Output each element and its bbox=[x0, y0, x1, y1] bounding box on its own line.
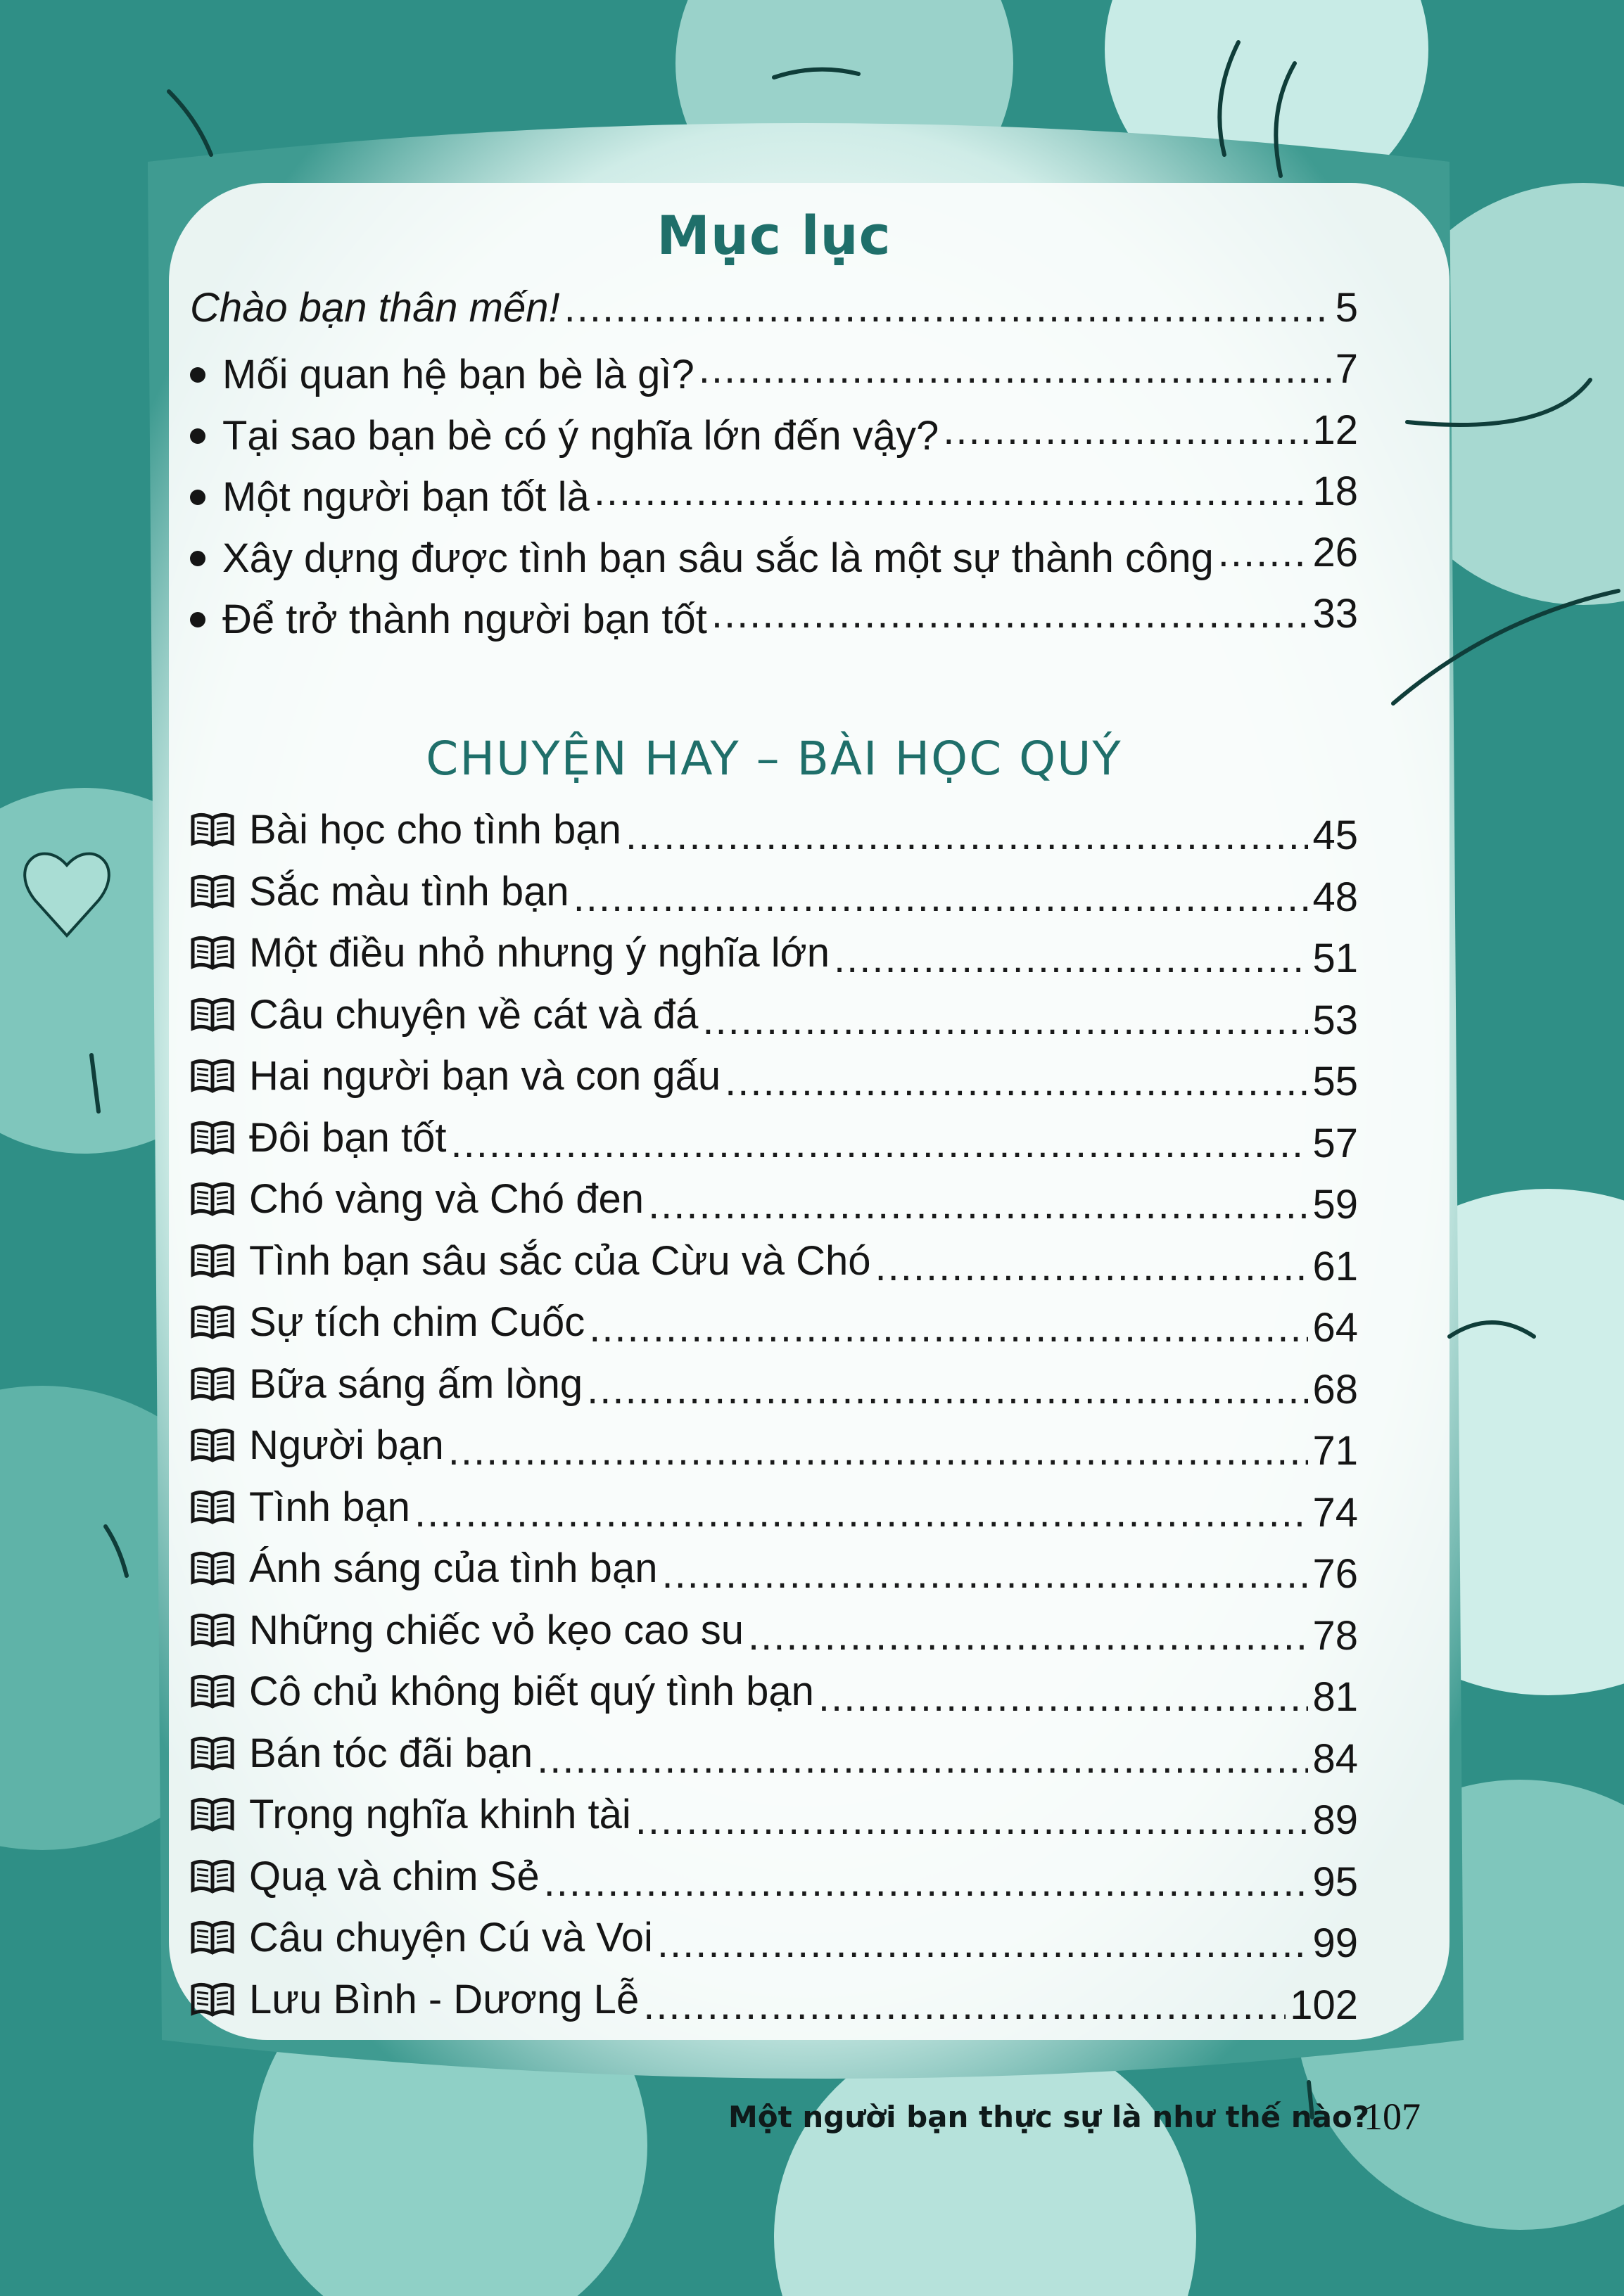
entry-lead bbox=[190, 1541, 657, 1597]
dot-leader bbox=[943, 402, 1308, 459]
entry-page-number: 48 bbox=[1312, 874, 1358, 920]
entry-label: Những chiếc vỏ kẹo cao su bbox=[249, 1607, 744, 1653]
toc-entry bbox=[190, 1787, 1358, 1843]
entry-lead bbox=[190, 987, 698, 1043]
entry-label: Xây dựng được tình bạn sâu sắc là một sự thành công bbox=[222, 535, 1214, 581]
dot-leader bbox=[643, 1977, 1286, 2034]
entry-label: Tình bạn sâu sắc của Cừu và Chó bbox=[249, 1237, 871, 1284]
toc-entry bbox=[190, 586, 1358, 642]
open-book-icon bbox=[190, 1612, 235, 1650]
dot-leader bbox=[875, 1239, 1309, 1295]
toc-entry bbox=[190, 525, 1358, 581]
open-book-icon bbox=[190, 873, 235, 911]
entry-lead bbox=[190, 1479, 410, 1536]
dot-leader bbox=[573, 869, 1309, 926]
dot-leader bbox=[1218, 525, 1309, 581]
entry-page-number: 78 bbox=[1312, 1612, 1358, 1659]
entry-lead bbox=[190, 469, 590, 525]
entry-label: Câu chuyện về cát và đá bbox=[249, 991, 699, 1038]
entry-page-number: 81 bbox=[1312, 1674, 1358, 1720]
dot-leader bbox=[711, 586, 1309, 642]
toc-entry bbox=[190, 1726, 1358, 1782]
dot-leader bbox=[648, 1177, 1308, 1233]
entry-lead bbox=[190, 1787, 631, 1843]
running-footer-title: Một người bạn thực sự là như thế nào? bbox=[728, 2100, 1370, 2134]
entry-lead bbox=[190, 280, 560, 336]
entry-label: Người bạn bbox=[249, 1422, 444, 1468]
open-book-icon bbox=[190, 1303, 235, 1341]
open-book-icon bbox=[190, 811, 235, 849]
entry-page-number: 61 bbox=[1312, 1243, 1358, 1289]
entry-label: Câu chuyện Cú và Voi bbox=[249, 1915, 653, 1960]
entry-lead bbox=[190, 1356, 583, 1412]
entry-page-number: 71 bbox=[1312, 1428, 1358, 1474]
entry-lead bbox=[190, 1849, 540, 1905]
open-book-icon bbox=[190, 1427, 235, 1465]
dot-leader bbox=[699, 341, 1331, 397]
entry-lead bbox=[190, 1417, 444, 1474]
toc-entry bbox=[190, 1972, 1358, 2028]
dot-leader bbox=[537, 1731, 1308, 1787]
page-number: 107 bbox=[1364, 2096, 1421, 2138]
entry-page-number: 7 bbox=[1335, 346, 1358, 392]
entry-label: Để trở thành người bạn tốt bbox=[222, 597, 707, 642]
toc-entry bbox=[190, 1910, 1358, 1966]
entry-label: Đôi bạn tốt bbox=[249, 1114, 447, 1161]
entry-lead bbox=[190, 1294, 585, 1351]
open-book-icon bbox=[190, 1981, 235, 2019]
dot-leader bbox=[661, 1546, 1308, 1602]
entry-label: Bữa sáng ấm lòng bbox=[249, 1360, 583, 1407]
entry-label: Quạ và chim Sẻ bbox=[249, 1853, 540, 1899]
dot-leader bbox=[448, 1423, 1309, 1479]
entry-lead bbox=[190, 530, 1214, 587]
entry-page-number: 33 bbox=[1312, 591, 1358, 637]
entry-lead bbox=[190, 347, 694, 403]
dot-leader bbox=[414, 1485, 1309, 1541]
section-title: CHUYỆN HAY – BÀI HỌC QUÝ bbox=[426, 732, 1122, 786]
toc-entry bbox=[190, 1294, 1358, 1351]
dot-leader bbox=[725, 1054, 1308, 1110]
entry-label: Chào bạn thân mến! bbox=[190, 285, 560, 331]
entry-page-number: 5 bbox=[1335, 285, 1358, 331]
bullet-dot-icon bbox=[190, 490, 205, 505]
entry-lead bbox=[190, 1602, 744, 1659]
entry-page-number: 68 bbox=[1312, 1366, 1358, 1412]
open-book-icon bbox=[190, 1796, 235, 1834]
dot-leader bbox=[657, 1915, 1309, 1972]
entry-label: Bài học cho tình bạn bbox=[249, 807, 621, 853]
entry-page-number: 74 bbox=[1312, 1489, 1358, 1536]
entry-page-number: 76 bbox=[1312, 1551, 1358, 1597]
open-book-icon bbox=[190, 934, 235, 972]
entry-label: Mối quan hệ bạn bè là gì? bbox=[222, 352, 694, 397]
bullet-dot-icon bbox=[190, 367, 205, 383]
open-book-icon bbox=[190, 1365, 235, 1403]
toc-entry bbox=[190, 1171, 1358, 1227]
entry-lead bbox=[190, 1110, 447, 1166]
open-book-icon bbox=[190, 1735, 235, 1773]
toc-entry bbox=[190, 1602, 1358, 1659]
open-book-icon bbox=[190, 1119, 235, 1157]
entry-label: Hai người bạn và con gấu bbox=[249, 1053, 721, 1099]
open-book-icon bbox=[190, 1919, 235, 1957]
entry-label: Lưu Bình - Dương Lễ bbox=[249, 1976, 640, 2022]
toc-entry bbox=[190, 1110, 1358, 1166]
entry-page-number: 89 bbox=[1312, 1797, 1358, 1843]
open-book-icon bbox=[190, 1550, 235, 1588]
toc-entry bbox=[190, 864, 1358, 920]
open-book-icon bbox=[190, 996, 235, 1034]
entry-lead bbox=[190, 1233, 871, 1289]
toc-entry bbox=[190, 1664, 1358, 1720]
entry-label: Một người bạn tốt là bbox=[222, 474, 590, 520]
dot-leader bbox=[594, 464, 1309, 520]
bullet-dot-icon bbox=[190, 428, 205, 444]
toc-entry bbox=[190, 925, 1358, 981]
dot-leader bbox=[564, 280, 1331, 336]
entry-lead bbox=[190, 1171, 644, 1227]
entry-label: Cô chủ không biết quý tình bạn bbox=[249, 1669, 814, 1714]
toc-entry bbox=[190, 341, 1358, 397]
entry-page-number: 12 bbox=[1312, 407, 1358, 453]
toc-entry bbox=[190, 802, 1358, 858]
entry-page-number: 57 bbox=[1312, 1120, 1358, 1166]
toc-entry bbox=[190, 1417, 1358, 1474]
entry-label: Ánh sáng của tình bạn bbox=[249, 1545, 658, 1591]
toc-entry bbox=[190, 402, 1358, 459]
entry-lead bbox=[190, 1910, 653, 1966]
entry-label: Sự tích chim Cuốc bbox=[249, 1299, 585, 1345]
dot-leader bbox=[818, 1669, 1309, 1726]
dot-leader bbox=[451, 1116, 1309, 1172]
entry-lead bbox=[190, 864, 569, 920]
entry-page-number: 55 bbox=[1312, 1059, 1358, 1104]
entry-lead bbox=[190, 1664, 814, 1720]
entry-lead bbox=[190, 408, 939, 464]
entry-lead bbox=[190, 1726, 533, 1782]
bullet-dot-icon bbox=[190, 551, 205, 566]
entry-lead bbox=[190, 1048, 721, 1104]
entry-page-number: 59 bbox=[1312, 1182, 1358, 1227]
entry-label: Chó vàng và Chó đen bbox=[249, 1176, 645, 1222]
dot-leader bbox=[544, 1854, 1309, 1911]
dot-leader bbox=[702, 993, 1308, 1049]
entry-label: Sắc màu tình bạn bbox=[249, 868, 569, 914]
toc-entry bbox=[190, 1849, 1358, 1905]
dot-leader bbox=[834, 931, 1309, 987]
toc-entry bbox=[190, 1048, 1358, 1104]
dot-leader bbox=[589, 1300, 1308, 1356]
entry-page-number: 45 bbox=[1312, 812, 1358, 858]
open-book-icon bbox=[190, 1673, 235, 1711]
open-book-icon bbox=[190, 1057, 235, 1095]
entry-page-number: 95 bbox=[1312, 1858, 1358, 1905]
toc-entry bbox=[190, 1356, 1358, 1412]
entry-page-number: 84 bbox=[1312, 1735, 1358, 1782]
entry-page-number: 99 bbox=[1312, 1920, 1358, 1966]
entry-label: Bán tóc đãi bạn bbox=[249, 1730, 533, 1776]
entry-page-number: 18 bbox=[1312, 468, 1358, 514]
toc-entry bbox=[190, 280, 1358, 336]
entry-lead bbox=[190, 925, 830, 981]
toc-entry bbox=[190, 1233, 1358, 1289]
entry-label: Tình bạn bbox=[249, 1484, 410, 1530]
bullet-dot-icon bbox=[190, 612, 205, 627]
open-book-icon bbox=[190, 1180, 235, 1218]
dot-leader bbox=[626, 808, 1309, 864]
entry-label: Một điều nhỏ nhưng ý nghĩa lớn bbox=[249, 930, 830, 976]
open-book-icon bbox=[190, 1858, 235, 1896]
open-book-icon bbox=[190, 1488, 235, 1526]
toc-entry bbox=[190, 1541, 1358, 1597]
entry-page-number: 64 bbox=[1312, 1305, 1358, 1351]
open-book-icon bbox=[190, 1242, 235, 1280]
entry-label: Tại sao bạn bè có ý nghĩa lớn đến vậy? bbox=[222, 413, 939, 459]
entry-lead bbox=[190, 1972, 639, 2028]
toc-title: Mục lục bbox=[656, 204, 892, 267]
toc-entry bbox=[190, 987, 1358, 1043]
entry-lead bbox=[190, 592, 707, 648]
dot-leader bbox=[587, 1362, 1308, 1418]
entry-page-number: 102 bbox=[1290, 1982, 1358, 2028]
dot-leader bbox=[635, 1792, 1309, 1849]
entry-page-number: 51 bbox=[1312, 936, 1358, 981]
entry-label: Trọng nghĩa khinh tài bbox=[249, 1792, 631, 1837]
dot-leader bbox=[748, 1608, 1308, 1664]
entry-lead bbox=[190, 802, 621, 858]
entry-page-number: 53 bbox=[1312, 997, 1358, 1043]
toc-entry bbox=[190, 464, 1358, 520]
toc-entry bbox=[190, 1479, 1358, 1536]
entry-page-number: 26 bbox=[1312, 530, 1358, 575]
